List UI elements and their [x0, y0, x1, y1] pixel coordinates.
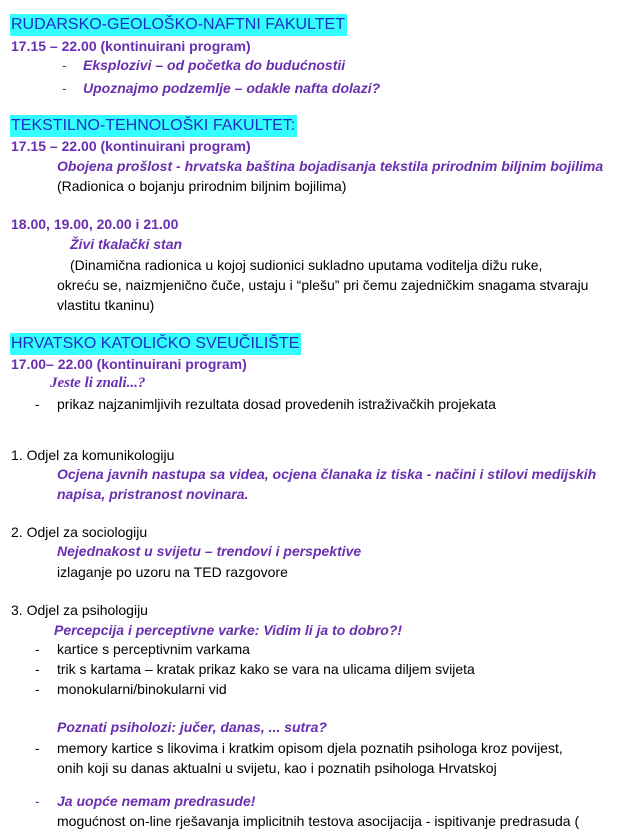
- bullet: -: [62, 57, 67, 73]
- department-heading: 1. Odjel za komunikologiju: [11, 447, 175, 463]
- workshop-title: Živi tkalački stan: [70, 236, 183, 252]
- section-time-hks: 17.00– 22.00 (kontinuirani program): [11, 356, 247, 372]
- list-item-line: memory kartice s likovima i kratkim opisom djela poznatih psihologa kroz povijest,: [57, 740, 563, 756]
- list-item: Upoznajmo podzemlje – odakle nafta dolazi?: [83, 80, 381, 96]
- bullet: -: [35, 793, 40, 809]
- workshop-description-line: (Dinamična radionica u kojoj sudionici sukladno uputama voditelja dižu ruke,: [70, 257, 543, 273]
- list-item: mogućnost on-line rješavanja implicitnih testova asocijacija - ispitivanje predrasuda (: [57, 813, 580, 829]
- bullet: -: [35, 681, 40, 697]
- bullet: -: [35, 740, 40, 756]
- workshop-description: (Radionica o bojanju prirodnim biljnim bojilima): [57, 178, 347, 194]
- department-topic: Percepcija i perceptivne varke: Vidim li ja to dobro?!: [54, 622, 403, 638]
- department-heading: 3. Odjel za psihologiju: [11, 602, 148, 618]
- bullet: -: [62, 80, 67, 96]
- department-topic-line: Ocjena javnih nastupa sa videa, ocjena članaka iz tiska - načini i stilovi medijskih: [57, 466, 597, 482]
- section-time-rgn: 17.15 – 22.00 (kontinuirani program): [11, 38, 251, 54]
- workshop-description-line: vlastitu tkaninu): [57, 297, 155, 313]
- section-heading-hks: HRVATSKO KATOLIČKO SVEUČILIŠTE: [10, 333, 301, 355]
- intro-title: Jeste li znali...?: [50, 375, 146, 391]
- department-topic: Nejednakost u svijetu – trendovi i perspektive: [57, 543, 362, 559]
- department-description: izlaganje po uzoru na TED razgovore: [57, 564, 288, 580]
- list-item: Eksplozivi – od početka do budućnostii: [83, 57, 346, 73]
- list-item: monokularni/binokularni vid: [57, 681, 227, 697]
- department-topic: Poznati psiholozi: jučer, danas, ... sutra?: [57, 719, 327, 735]
- bullet: -: [35, 641, 40, 657]
- bullet: -: [35, 661, 40, 677]
- section-heading-ttf: TEKSTILNO-TEHNOLOŠKI FAKULTET:: [10, 115, 297, 137]
- list-item-line: onih koji su danas aktualni u svijetu, kao i poznatih psihologa Hrvatskoj: [57, 760, 497, 776]
- section-time-ttf: 17.15 – 22.00 (kontinuirani program): [11, 138, 251, 154]
- section-heading-rgn: RUDARSKO-GEOLOŠKO-NAFTNI FAKULTET: [10, 14, 347, 36]
- list-item: kartice s perceptivnim varkama: [57, 641, 250, 657]
- department-heading: 2. Odjel za sociologiju: [11, 524, 148, 540]
- list-item: trik s kartama – kratak prikaz kako se vara na ulicama diljem svijeta: [57, 661, 475, 677]
- list-item: prikaz najzanimljivih rezultata dosad provedenih istraživačkih projekata: [57, 396, 496, 412]
- workshop-title: Obojena prošlost - hrvatska baština bojadisanja tekstila prirodnim biljnim bojilima: [57, 158, 604, 174]
- bullet: -: [35, 396, 40, 412]
- workshop-description-line: okreću se, naizmjenično čuče, ustaju i “plešu” pri čemu zajedničkim snagama stvaraju: [57, 277, 589, 293]
- department-topic: Ja uopće nemam predrasude!: [57, 793, 256, 809]
- department-topic-line: napisa, pristranost novinara.: [57, 486, 249, 502]
- workshop-times: 18.00, 19.00, 20.00 i 21.00: [11, 216, 179, 232]
